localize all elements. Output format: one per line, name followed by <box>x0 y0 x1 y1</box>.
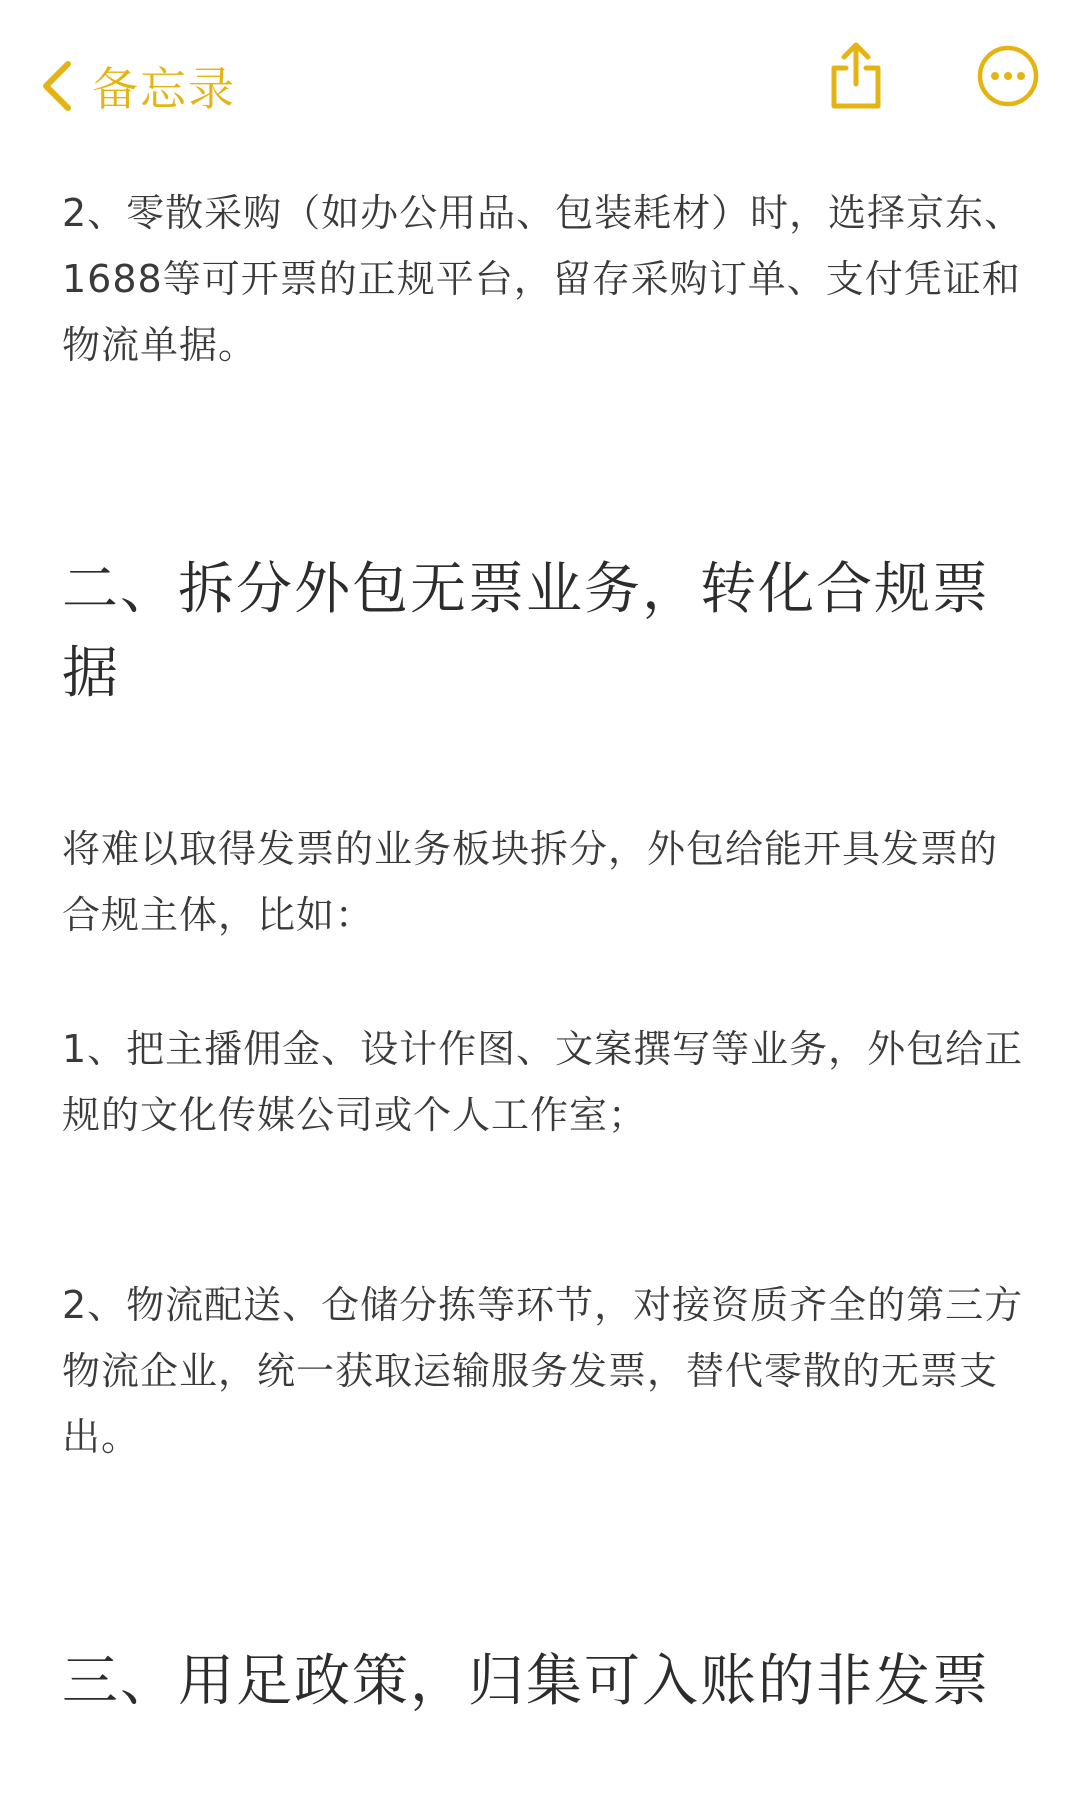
note-paragraph: 2、物流配送、仓储分拣等环节，对接资质齐全的第三方物流企业，统一获取运输服务发票，替代零散的无票支出。 <box>62 1283 1024 1459</box>
share-button[interactable] <box>818 38 894 118</box>
back-button[interactable] <box>40 46 236 126</box>
note-paragraph: 1、把主播佣金、设计作图、文案撰写等业务，外包给正规的文化传媒公司或个人工作室； <box>62 1027 1024 1137</box>
ellipsis-circle-icon <box>976 44 1040 112</box>
section-heading: 二、拆分外包无票业务，转化合规票据 <box>62 557 990 706</box>
note-paragraph: 将难以取得发票的业务板块拆分，外包给能开具发票的合规主体，比如： <box>62 827 999 937</box>
back-label: 备忘录 <box>92 62 236 116</box>
section-heading: 三、用足政策，归集可入账的非发票 <box>62 1649 990 1714</box>
more-button[interactable] <box>970 38 1046 118</box>
share-icon <box>826 40 886 116</box>
navigation-bar <box>0 0 1080 150</box>
chevron-left-icon <box>40 60 74 112</box>
note-paragraph: 2、零散采购（如办公用品、包装耗材）时，选择京东、1688等可开票的正规平台，留存采购订单、支付凭证和物流单据。 <box>62 191 1024 367</box>
